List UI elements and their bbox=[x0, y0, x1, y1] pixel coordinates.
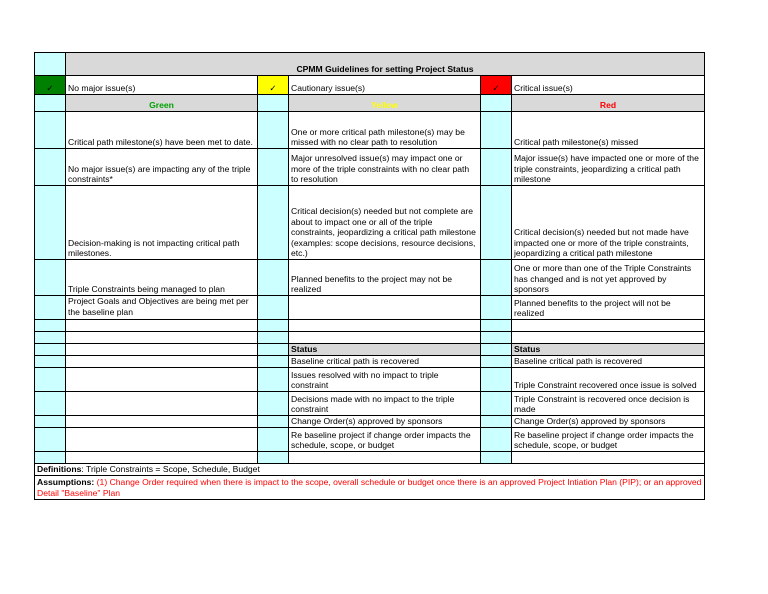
green-check-icon: ✓ bbox=[35, 76, 66, 95]
definitions-row bbox=[35, 464, 705, 476]
status-heading-red: Status bbox=[512, 344, 705, 356]
status-label-row bbox=[35, 95, 705, 112]
criteria-green: Decision-making is not impacting critical path milestones. bbox=[66, 186, 258, 260]
definitions-text: Definitions: Triple Constraints = Scope, Schedule, Budget bbox=[35, 464, 705, 476]
blank-cell bbox=[35, 53, 66, 76]
status-row bbox=[35, 392, 705, 416]
status-heading-yellow: Status bbox=[289, 344, 481, 356]
status-item-red: Baseline critical path is recovered bbox=[512, 356, 705, 368]
spacer-row bbox=[35, 452, 705, 464]
status-row bbox=[35, 368, 705, 392]
criteria-green: Critical path milestone(s) have been met to date. bbox=[66, 112, 258, 149]
status-item-red: Re baseline project if change order impacts the schedule, scope, or budget bbox=[512, 428, 705, 452]
blank-cell bbox=[258, 95, 289, 112]
status-item-red: Triple Constraint is recovered once decision is made bbox=[512, 392, 705, 416]
status-row bbox=[35, 416, 705, 428]
criteria-red: Critical path milestone(s) missed bbox=[512, 112, 705, 149]
criteria-row bbox=[35, 149, 705, 186]
status-guidelines-sheet bbox=[34, 52, 704, 500]
status-item-yellow: Change Order(s) approved by sponsors bbox=[289, 416, 481, 428]
label-yellow: Yellow bbox=[289, 95, 481, 112]
criteria-green: Project Goals and Objectives are being met per the baseline plan bbox=[66, 296, 258, 320]
yellow-check-icon: ✓ bbox=[258, 76, 289, 95]
criteria-green: No major issue(s) are impacting any of the triple constraints* bbox=[66, 149, 258, 186]
heading-cautionary-issues: Cautionary issue(s) bbox=[289, 76, 481, 95]
status-row bbox=[35, 356, 705, 368]
criteria-red: Planned benefits to the project will not be realized bbox=[512, 296, 705, 320]
status-item-red: Triple Constraint recovered once issue is solved bbox=[512, 368, 705, 392]
heading-critical-issues: Critical issue(s) bbox=[512, 76, 705, 95]
red-check-icon: ✓ bbox=[481, 76, 512, 95]
status-item-yellow: Decisions made with no impact to the triple constraint bbox=[289, 392, 481, 416]
criteria-yellow: Major unresolved issue(s) may impact one or more of the triple constraints with no clear path to resolution bbox=[289, 149, 481, 186]
page-title: CPMM Guidelines for setting Project Status bbox=[66, 53, 705, 76]
spacer-row bbox=[35, 320, 705, 332]
criteria-green: Triple Constraints being managed to plan bbox=[66, 260, 258, 296]
label-green: Green bbox=[66, 95, 258, 112]
criteria-row bbox=[35, 296, 705, 320]
criteria-red: One or more than one of the Triple Constraints has changed and is not yet approved by sponsors bbox=[512, 260, 705, 296]
status-item-yellow: Baseline critical path is recovered bbox=[289, 356, 481, 368]
title-row bbox=[35, 53, 705, 76]
criteria-row bbox=[35, 112, 705, 149]
assumptions-row bbox=[35, 475, 705, 499]
spacer-row bbox=[35, 332, 705, 344]
criteria-yellow: Planned benefits to the project may not be realized bbox=[289, 260, 481, 296]
criteria-yellow: Critical decision(s) needed but not complete are about to impact one or all of the triple constraints, jeopardizing a critical path milestone (examples: scope decisions, resource decisions, etc.) bbox=[289, 186, 481, 260]
heading-row bbox=[35, 76, 705, 95]
criteria-yellow: One or more critical path milestone(s) may be missed with no clear path to resolution bbox=[289, 112, 481, 149]
criteria-red: Major issue(s) have impacted one or more of the triple constraints, jeopardizing a critical path milestone bbox=[512, 149, 705, 186]
status-item-yellow: Issues resolved with no impact to triple constraint bbox=[289, 368, 481, 392]
status-item-yellow: Re baseline project if change order impacts the schedule, scope, or budget bbox=[289, 428, 481, 452]
blank-cell bbox=[35, 95, 66, 112]
criteria-red: Critical decision(s) needed but not made have impacted one or more of the triple constraints, jeopardizing a critical path milestone bbox=[512, 186, 705, 260]
criteria-yellow bbox=[289, 296, 481, 320]
heading-no-major-issues: No major issue(s) bbox=[66, 76, 258, 95]
guidelines-table bbox=[34, 52, 705, 500]
criteria-row bbox=[35, 260, 705, 296]
status-heading-row bbox=[35, 344, 705, 356]
status-row bbox=[35, 428, 705, 452]
criteria-row bbox=[35, 186, 705, 260]
status-item-red: Change Order(s) approved by sponsors bbox=[512, 416, 705, 428]
label-red: Red bbox=[512, 95, 705, 112]
assumptions-text: Assumptions: (1) Change Order required when there is impact to the scope, overall schedule or budget once there is an approved Project Intiation Plan (PIP); or an approved Detail "Baseline" Plan bbox=[35, 475, 705, 499]
blank-cell bbox=[481, 95, 512, 112]
